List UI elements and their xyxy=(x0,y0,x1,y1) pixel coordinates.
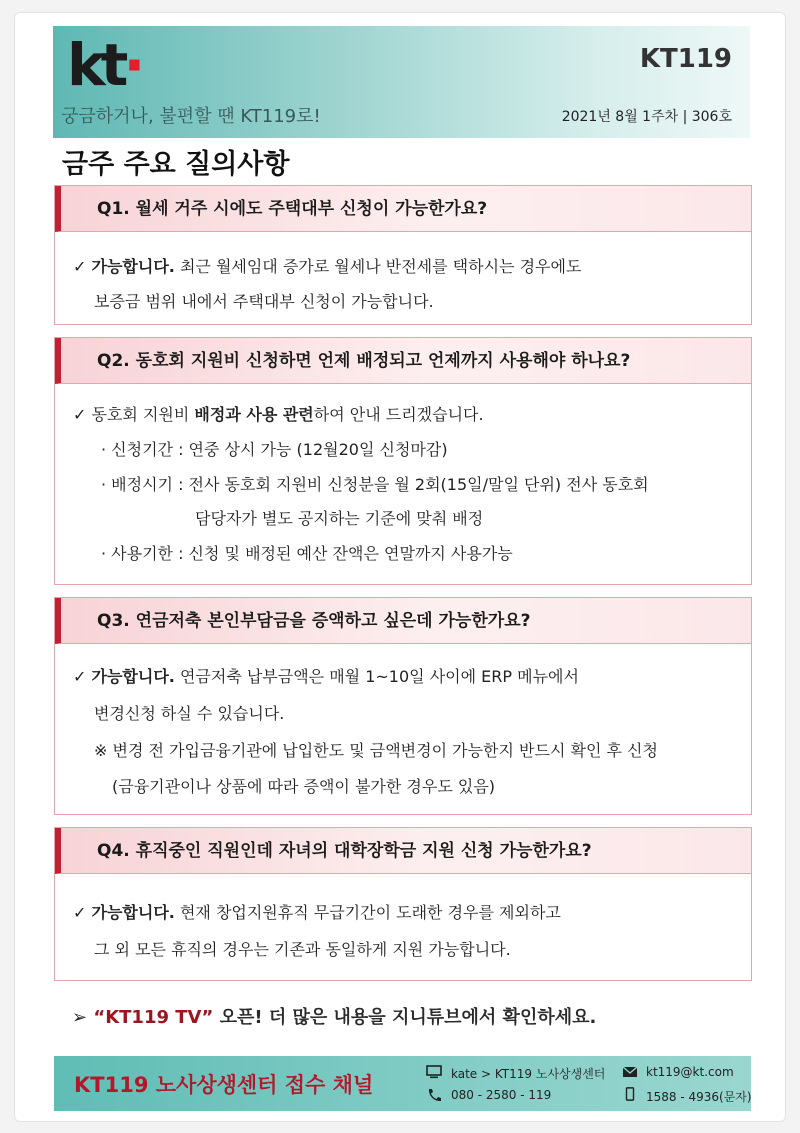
footer-banner xyxy=(54,1056,751,1111)
answer-4 xyxy=(55,874,751,980)
answer-1 xyxy=(55,232,751,324)
bullet-item: · 사용기한 : 신청 및 배정된 예산 잔액은 연말까지 사용가능 xyxy=(101,544,513,563)
answer-line: 보증금 범위 내에서 주택대부 신청이 가능합니다. xyxy=(94,292,434,311)
qa-card-2 xyxy=(54,337,752,585)
phone-icon xyxy=(426,1088,442,1102)
bullet-item: · 신청기간 : 연중 상시 가능 (12월20일 신청마감) xyxy=(101,440,448,459)
question-4: Q4. 휴직중인 직원인데 자녀의 대학장학금 지원 신청 가능한가요? xyxy=(55,828,751,874)
kate-channel: kate > KT119 노사상생센터 xyxy=(451,1067,606,1081)
answer-3 xyxy=(55,644,751,814)
answer-line: ✓ 가능합니다. 현재 창업지원휴직 무급기간이 도래한 경우를 제외하고 xyxy=(73,903,561,922)
bullet-item: · 배정시기 : 전사 동호회 지원비 신청분을 월 2회(15일/말일 단위) 전사 동호회 xyxy=(101,475,649,494)
answer-line: 그 외 모든 휴직의 경우는 기존과 동일하게 지원 가능합니다. xyxy=(94,940,511,959)
mail-icon xyxy=(622,1065,638,1079)
qa-card-3 xyxy=(54,597,752,815)
section-title: 금주 주요 질의사항 xyxy=(62,149,290,180)
check-icon: ✓ xyxy=(73,257,87,276)
promo-text: 오픈! 더 많은 내용을 지니튜브에서 확인하세요. xyxy=(213,1007,597,1028)
mobile-icon xyxy=(622,1087,638,1101)
promo-link[interactable] xyxy=(72,1003,596,1029)
answer-line: ✓ 가능합니다. 연금저축 납부금액은 매월 1~10일 사이에 ERP 메뉴에서 xyxy=(73,667,579,686)
check-icon: ✓ xyxy=(73,903,87,922)
check-icon: ✓ xyxy=(73,667,87,686)
footer-title: KT119 노사상생센터 접수 채널 xyxy=(74,1073,374,1097)
answer-note: ※ 변경 전 가입금융기관에 납입한도 및 금액변경이 가능한지 반드시 확인 후 신청 xyxy=(94,741,658,760)
kt-logo: kt· xyxy=(67,31,141,99)
question-3: Q3. 연금저축 본인부담금을 증액하고 싶은데 가능한가요? xyxy=(55,598,751,644)
question-1: Q1. 월세 거주 시에도 주택대부 신청이 가능한가요? xyxy=(55,186,751,232)
phone-number: 080 - 2580 - 119 xyxy=(451,1088,552,1102)
issue-info: 2021년 8월 1주차 | 306호 xyxy=(561,109,732,125)
qa-card-4 xyxy=(54,827,752,981)
sms-number: 1588 - 4936(문자) xyxy=(646,1090,752,1104)
answer-2 xyxy=(55,384,751,584)
tagline: 궁금하거나, 불편할 땐 KT119로! xyxy=(61,106,321,127)
promo-highlight: “KT119 TV” xyxy=(93,1007,214,1028)
brand-title: KT119 xyxy=(639,44,732,74)
email-address: kt119@kt.com xyxy=(646,1065,734,1079)
answer-line: ✓ 동호회 지원비 배정과 사용 관련하여 안내 드리겠습니다. xyxy=(73,405,484,424)
bullet-item-cont: 담당자가 별도 공지하는 기준에 맞춰 배정 xyxy=(195,509,484,528)
answer-note-cont: (금융기관이나 상품에 따라 증액이 불가한 경우도 있음) xyxy=(112,777,496,796)
answer-line: 변경신청 하실 수 있습니다. xyxy=(94,704,285,723)
question-2: Q2. 동호회 지원비 신청하면 언제 배정되고 언제까지 사용해야 하나요? xyxy=(55,338,751,384)
arrow-icon: ➢ xyxy=(72,1007,88,1028)
header-banner xyxy=(53,26,750,138)
qa-card-1 xyxy=(54,185,752,325)
check-icon: ✓ xyxy=(73,405,87,424)
answer-line: ✓ 가능합니다. 최근 월세임대 증가로 월세나 반전세를 택하시는 경우에도 xyxy=(73,257,582,276)
monitor-icon xyxy=(426,1065,442,1079)
